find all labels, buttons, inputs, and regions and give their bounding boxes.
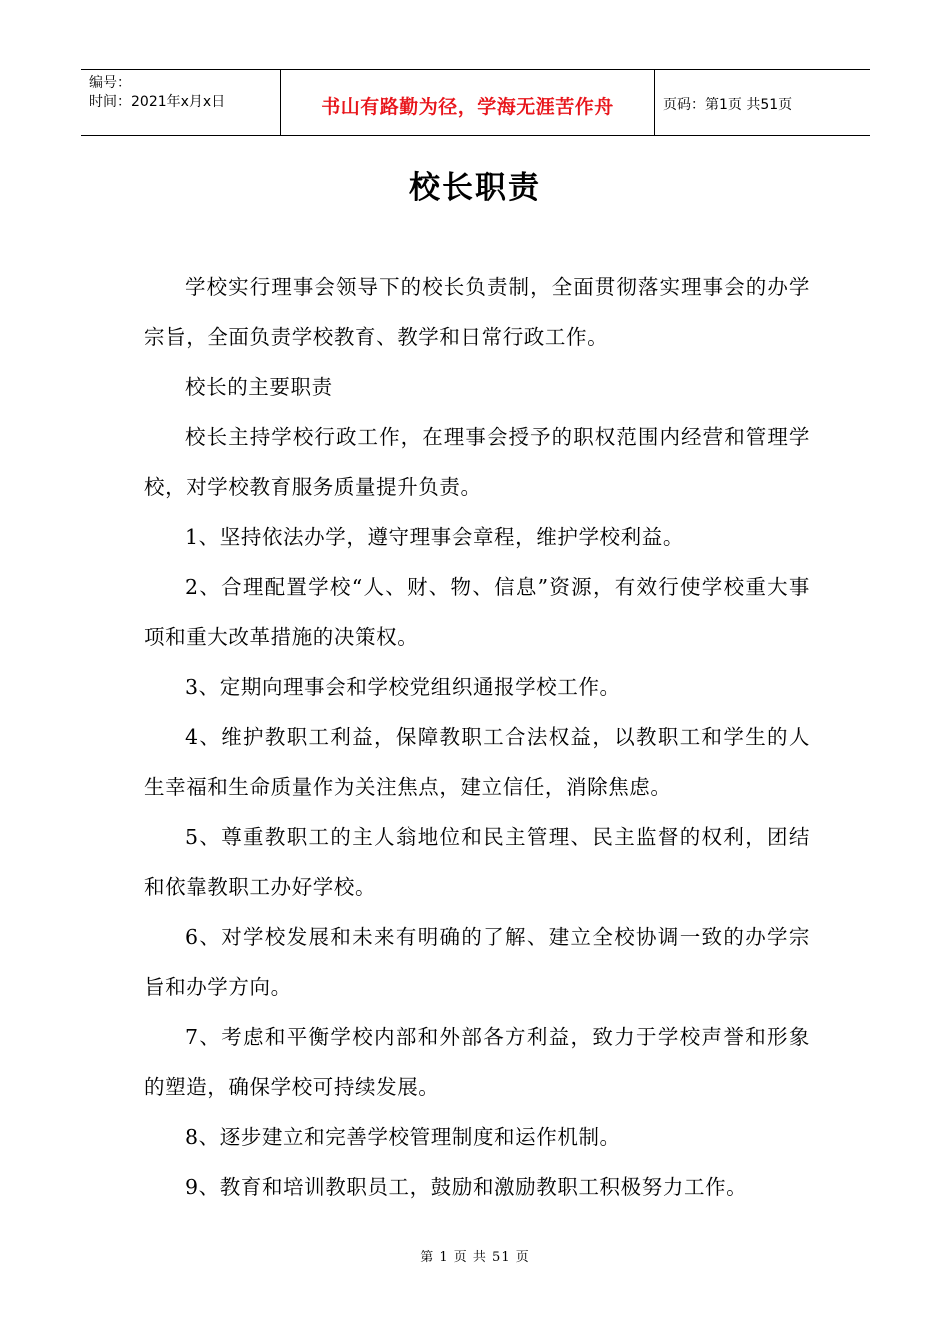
page-title: 校长职责 <box>409 170 541 206</box>
list-item: 4、维护教职工利益，保障教职工合法权益，以教职工和学生的人生幸福和生命质量作为关注焦点，建立信任，消除焦虑。 <box>144 725 810 799</box>
list-item: 5、尊重教职工的主人翁地位和民主管理、民主监督的权利，团结和依靠教职工办好学校。 <box>144 825 810 899</box>
serial-number-label: 编号： <box>89 75 131 91</box>
list-item: 2、合理配置学校“人、财、物、信息”资源，有效行使学校重大事项和重大改革措施的决策权。 <box>144 575 810 649</box>
list-item: 3、定期向理事会和学校党组织通报学校工作。 <box>185 675 621 699</box>
header-motto: 书山有路勤为径，学海无涯苦作舟 <box>281 70 655 135</box>
list-item: 8、逐步建立和完善学校管理制度和运作机制。 <box>185 1125 621 1149</box>
header-page-info: 页码：第1页 共51页 <box>663 96 793 113</box>
paragraph: 校长主持学校行政工作，在理事会授予的职权范围内经营和管理学校，对学校教育服务质量提升负责。 <box>144 425 810 499</box>
list-item: 6、对学校发展和未来有明确的了解、建立全校协调一致的办学宗旨和办学方向。 <box>144 925 810 999</box>
date-label: 时间：2021年x月x日 <box>89 94 226 110</box>
paragraph: 校长的主要职责 <box>185 375 333 399</box>
list-item: 7、考虑和平衡学校内部和外部各方利益，致力于学校声誉和形象的塑造，确保学校可持续发展。 <box>144 1025 810 1099</box>
document-header <box>81 69 870 136</box>
document-body <box>144 262 810 1212</box>
list-item: 9、教育和培训教职员工，鼓励和激励教职工积极努力工作。 <box>185 1175 748 1199</box>
header-meta <box>81 70 281 135</box>
list-item: 1、坚持依法办学，遵守理事会章程，维护学校利益。 <box>185 525 684 549</box>
page-footer: 第 1 页 共 51 页 <box>420 1250 530 1265</box>
paragraph: 学校实行理事会领导下的校长负责制，全面贯彻落实理事会的办学宗旨，全面负责学校教育、教学和日常行政工作。 <box>144 275 810 349</box>
